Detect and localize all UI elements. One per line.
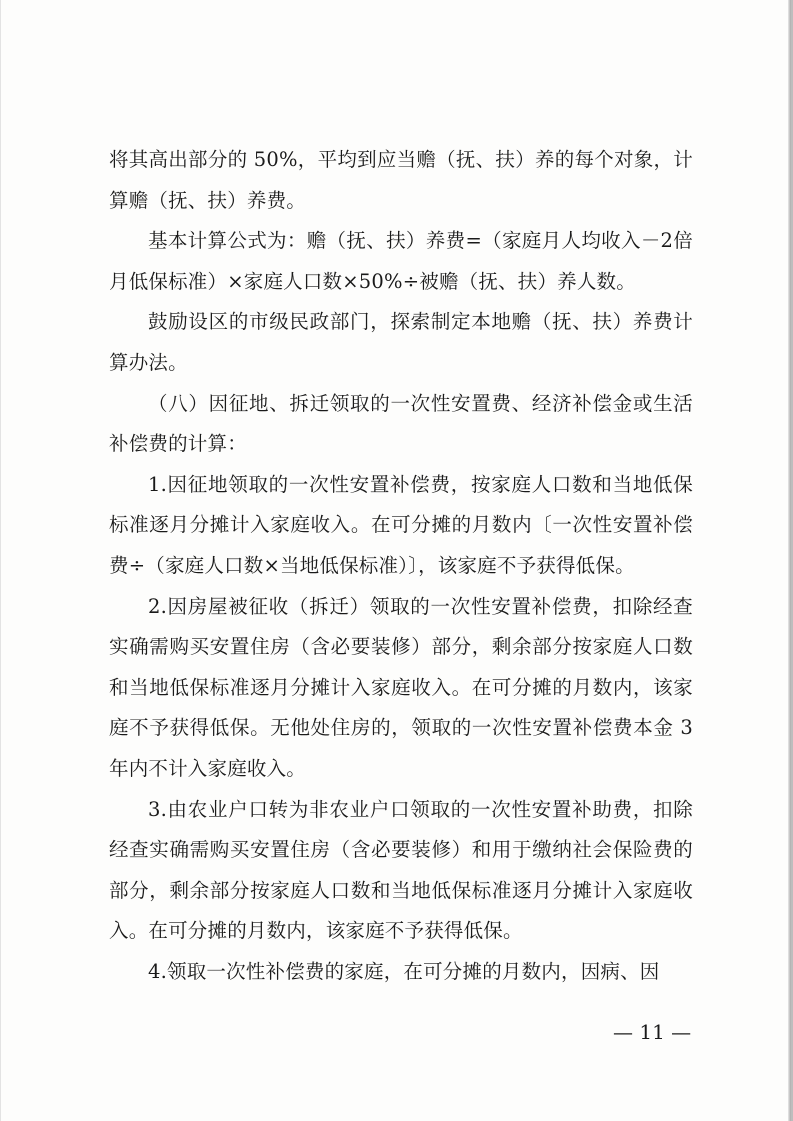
paragraph: 4.领取一次性补偿费的家庭，在可分摊的月数内，因病、因 — [148, 959, 660, 983]
paragraph: 1.因征地领取的一次性安置补偿费，按家庭人口数和当地低保标准逐月分摊计入家庭收入。在可分摊的月数内〔一次性安置补偿费÷（家庭人口数×当地低保标准）〕，该家庭不予获得低保。 — [109, 472, 693, 577]
body-text — [109, 140, 693, 992]
scan-edge-shadow — [788, 0, 791, 1121]
paragraph: 3.由农业户口转为非农业户口领取的一次性安置补助费，扣除经查实确需购买安置住房（含必要装修）和用于缴纳社会保险费的部分，剩余部分按家庭人口数和当地低保标准逐月分摊计入家庭收入。在可分摊的月数内，该家庭不予获得低保。 — [109, 797, 693, 943]
paragraph: 将其高出部分的 50%，平均到应当赡（抚、扶）养的每个对象，计算赡（抚、扶）养费。 — [109, 148, 693, 212]
paragraph: 2.因房屋被征收（拆迁）领取的一次性安置补偿费，扣除经查实确需购买安置住房（含必要装修）部分，剩余部分按家庭人口数和当地低保标准逐月分摊计入家庭收入。在可分摊的月数内，该家庭不予获得低保。无他处住房的，领取的一次性安置补偿费本金 3 年内不计入家庭收入。 — [109, 594, 693, 780]
paragraph: 基本计算公式为：赡（抚、扶）养费=（家庭月人均收入－2倍月低保标准）×家庭人口数×50%÷被赡（抚、扶）养人数。 — [109, 229, 693, 293]
page-number: — 11 — — [613, 1020, 692, 1044]
section-heading: （八）因征地、拆迁领取的一次性安置费、经济补偿金或生活补偿费的计算： — [109, 391, 693, 456]
paragraph: 鼓励设区的市级民政部门，探索制定本地赡（抚、扶）养费计算办法。 — [109, 310, 693, 374]
